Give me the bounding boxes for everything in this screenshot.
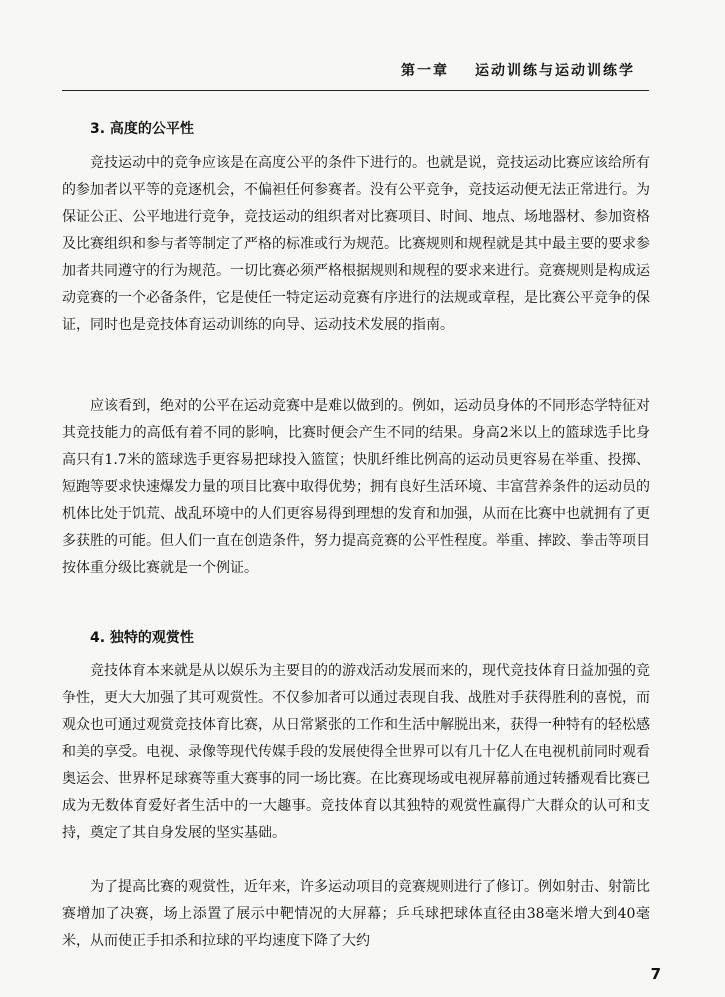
section-heading-fairness: 3. 高度的公平性 [90, 121, 194, 137]
chapter-title: 运动训练与运动训练学 [475, 63, 635, 79]
section-heading-spectacle: 4. 独特的观赏性 [90, 630, 194, 646]
running-header [401, 60, 635, 80]
paragraph-spectacle-2: 为了提高比赛的观赏性，近年来，许多运动项目的竞赛规则进行了修订。例如射击、射箭比赛增加了决赛，场上添置了展示中靶情况的大屏幕；乒乓球把球体直径由38毫米增大到40毫米，从而使正手扣杀和拉球的平均速度下降了大约 [62, 879, 650, 949]
header-rule [62, 90, 649, 91]
chapter-number: 第一章 [401, 63, 449, 79]
paragraph-spectacle-1: 竞技体育本来就是从以娱乐为主要目的的游戏活动发展而来的，现代竞技体育日益加强的竞争性，更大大加强了其可观赏性。不仅参加者可以通过表现自我、战胜对手获得胜利的喜悦，而观众也可通过观赏竞技体育比赛，从日常紧张的工作和生活中解脱出来，获得一种特有的轻松感和美的享受。电视、录像等现代传媒手段的发展使得全世界可以有几十亿人在电视机前同时观看奥运会、世界杯足球赛等重大赛事的同一场比赛。在比赛现场或电视屏幕前通过转播观看比赛已成为无数体育爱好者生活中的一大趣事。竞技体育以其独特的观赏性赢得广大群众的认可和支持，奠定了其自身发展的坚实基础。 [62, 663, 650, 841]
page-number: 7 [650, 965, 661, 983]
paragraph-fairness-1: 竞技运动中的竞争应该是在高度公平的条件下进行的。也就是说，竞技运动比赛应该给所有的参加者以平等的竞逐机会，不偏袒任何参赛者。没有公平竞争，竞技运动便无法正常进行。为保证公正、公平地进行竞争，竞技运动的组织者对比赛项目、时间、地点、场地器材、参加资格及比赛组织和参与者等制定了严格的标准或行为规范。比赛规则和规程就是其中最主要的要求参加者共同遵守的行为规范。一切比赛必须严格根据规则和规程的要求来进行。竞赛规则是构成运动竞赛的一个必备条件，它是使任一特定运动竞赛有序进行的法规或章程，是比赛公平竞争的保证，同时也是竞技体育运动训练的向导、运动技术发展的指南。 [62, 155, 650, 333]
paragraph-fairness-2: 应该看到，绝对的公平在运动竞赛中是难以做到的。例如，运动员身体的不同形态学特征对其竞技能力的高低有着不同的影响，比赛时便会产生不同的结果。身高2米以上的篮球选手比身高只有1.7米的篮球选手更容易把球投入篮筐；快肌纤维比例高的运动员更容易在举重、投掷、短跑等要求快速爆发力量的项目比赛中取得优势；拥有良好生活环境、丰富营养条件的运动员的机体比处于饥荒、战乱环境中的人们更容易得到理想的发育和加强，从而在比赛中也就拥有了更多获胜的可能。但人们一直在创造条件，努力提高竞赛的公平性程度。举重、摔跤、拳击等项目按体重分级比赛就是一个例证。 [62, 398, 650, 576]
